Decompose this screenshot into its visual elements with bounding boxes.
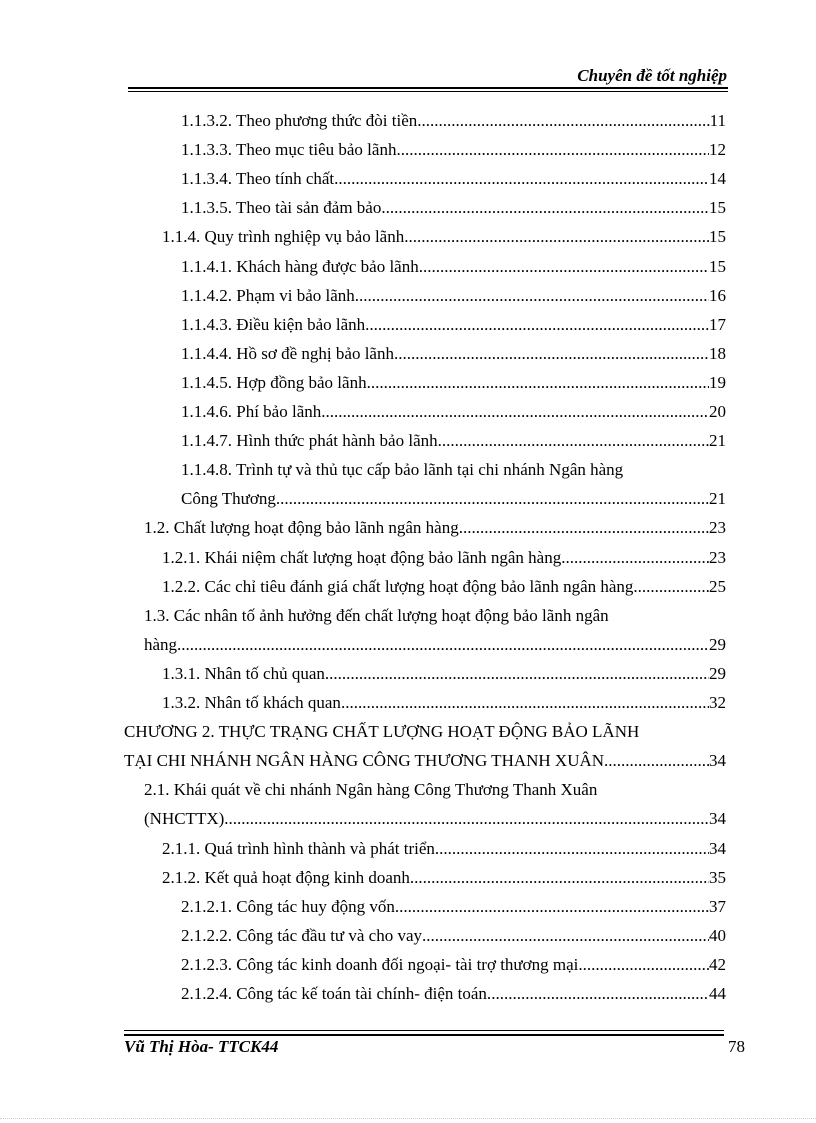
toc-entry-title: 1.1.4.2. Phạm vi bảo lãnh	[181, 285, 355, 305]
toc-entry[interactable]	[181, 921, 726, 950]
toc-entry-page: 25	[709, 576, 726, 596]
toc-dot-leader	[422, 921, 709, 950]
toc-entry-title: 1.2.2. Các chỉ tiêu đánh giá chất lượng hoạt động bảo lãnh ngân hàng	[162, 576, 634, 596]
toc-entry-page: 18	[709, 343, 726, 363]
toc-entry[interactable]	[144, 601, 609, 630]
toc-entry-page: 17	[709, 314, 726, 334]
header-title: Chuyên đề tốt nghiệp	[577, 66, 727, 85]
toc-dot-leader	[435, 834, 709, 863]
toc-entry-page: 37	[709, 896, 726, 916]
toc-entry-title: 1.2. Chất lượng hoạt động bảo lãnh ngân hàng	[144, 518, 459, 538]
toc-entry-page: 42	[709, 954, 726, 974]
toc-entry-title: TẠI CHI NHÁNH NGÂN HÀNG CÔNG THƯƠNG THANH XUÂN	[124, 751, 605, 771]
toc-dot-leader	[276, 484, 709, 513]
toc-entry[interactable]	[181, 164, 726, 193]
header-rule-thin	[128, 91, 728, 92]
toc-entry[interactable]	[162, 688, 726, 717]
toc-dot-leader	[491, 979, 709, 1008]
toc-entry[interactable]	[181, 484, 726, 513]
toc-dot-leader	[561, 543, 709, 572]
toc-entry[interactable]	[162, 543, 726, 572]
toc-dot-leader	[367, 368, 709, 397]
toc-entry[interactable]	[181, 339, 726, 368]
toc-entry[interactable]	[144, 804, 726, 833]
toc-entry-page: 34	[709, 838, 726, 858]
toc-entry-page: 15	[709, 256, 726, 276]
toc-entry-title: 1.3.2. Nhân tố khách quan	[162, 693, 341, 712]
toc-entry-title: 2.1.1. Quá trình hình thành và phát triển	[162, 838, 435, 858]
toc-dot-leader	[365, 310, 709, 339]
toc-entry[interactable]	[144, 513, 726, 542]
toc-entry-title: hàng	[144, 634, 178, 654]
toc-dot-leader	[410, 863, 709, 892]
toc-dot-leader	[394, 339, 709, 368]
toc-entry-page: 29	[709, 663, 726, 683]
toc-entry-title: 1.1.3.4. Theo tính chất	[181, 169, 335, 189]
toc-entry-title: 1.1.4.7. Hình thức phát hành bảo lãnh	[181, 431, 438, 451]
toc-dot-leader	[578, 950, 709, 979]
toc-dot-leader	[404, 222, 709, 251]
toc-entry-title: 2.1.2.3. Công tác kinh doanh đối ngoại- tài trợ thương mại	[181, 954, 579, 974]
toc-entry-page: 35	[709, 867, 726, 887]
toc-entry-title: 1.1.3.2. Theo phương thức đòi tiền	[181, 111, 418, 130]
toc-dot-leader	[341, 688, 709, 717]
toc-entry-title: 2.1.2.2. Công tác đầu tư và cho vay	[181, 925, 423, 945]
toc-entry[interactable]	[181, 135, 726, 164]
toc-entry[interactable]	[181, 455, 623, 484]
toc-entry-title: 1.1.3.5. Theo tài sản đảm bảo	[181, 198, 382, 218]
toc-dot-leader	[355, 281, 709, 310]
toc-entry-page: 40	[709, 925, 726, 945]
toc-entry-page: 19	[709, 372, 726, 392]
footer-author: Vũ Thị Hòa- TTCK44	[124, 1037, 279, 1056]
toc-entry-title: 2.1. Khái quát về chi nhánh Ngân hàng Công Thương Thanh Xuân	[144, 780, 598, 800]
toc-dot-leader	[325, 659, 709, 688]
toc-entry-title: 1.1.4.4. Hồ sơ đề nghị bảo lãnh	[181, 343, 394, 363]
toc-entry-title: 1.3. Các nhân tố ảnh hưởng đến chất lượng hoạt động bảo lãnh ngân	[144, 605, 609, 625]
toc-dot-leader	[419, 252, 709, 281]
page-edge-divider	[0, 1118, 816, 1119]
toc-entry[interactable]	[162, 834, 726, 863]
toc-entry[interactable]	[181, 310, 726, 339]
toc-entry-title: 1.1.4.3. Điều kiện bảo lãnh	[181, 314, 366, 334]
toc-entry-page: 20	[709, 402, 726, 421]
toc-dot-leader	[321, 397, 709, 426]
toc-entry-page: 21	[709, 489, 726, 509]
toc-entry-title: 1.1.4. Quy trình nghiệp vụ bảo lãnh	[162, 227, 405, 247]
toc-dot-leader	[604, 746, 709, 775]
toc-entry-page: 16	[709, 285, 726, 305]
toc-dot-leader	[459, 513, 709, 542]
toc-entry-title: 2.1.2.4. Công tác kế toán tài chính- điện toán.	[181, 984, 492, 1003]
toc-dot-leader	[438, 426, 709, 455]
toc-entry[interactable]	[181, 106, 726, 135]
toc-dot-leader	[417, 106, 709, 135]
toc-entry[interactable]	[162, 572, 726, 601]
toc-dot-leader	[396, 135, 709, 164]
toc-entry-page: 12	[709, 140, 726, 160]
toc-entry-title: Công Thương	[181, 489, 276, 509]
toc-entry[interactable]	[181, 252, 726, 281]
toc-entry-title: 1.1.4.8. Trình tự và thủ tục cấp bảo lãnh tại chi nhánh Ngân hàng	[181, 460, 624, 480]
toc-entry-page: 34	[709, 751, 726, 771]
toc-dot-leader	[381, 193, 709, 222]
toc-entry[interactable]	[162, 222, 726, 251]
toc-entry-page: 21	[709, 431, 726, 451]
toc-entry-page: 23	[709, 547, 726, 567]
footer-rule-thin	[124, 1030, 724, 1031]
toc-dot-leader	[177, 630, 709, 659]
toc-entry-page: 32	[709, 693, 726, 712]
toc-entry-page: 34	[709, 809, 726, 829]
toc-entry[interactable]	[124, 717, 639, 746]
toc-entry[interactable]	[124, 746, 726, 775]
toc-dot-leader	[224, 804, 709, 833]
toc-entry-page: 14	[709, 169, 726, 189]
toc-dot-leader	[334, 164, 709, 193]
toc-entry[interactable]	[181, 979, 726, 1008]
toc-entry[interactable]	[181, 368, 726, 397]
toc-entry[interactable]	[181, 950, 726, 979]
toc-dot-leader	[395, 892, 709, 921]
toc-entry-title: CHƯƠNG 2. THỰC TRẠNG CHẤT LƯỢNG HOẠT ĐỘNG BẢO LÃNH	[124, 722, 640, 742]
header-rule	[128, 87, 728, 89]
toc-entry-page: 44	[709, 984, 726, 1003]
toc-entry[interactable]	[181, 892, 726, 921]
toc-entry-title: 1.1.4.5. Hợp đồng bảo lãnh	[181, 372, 367, 392]
toc-entry[interactable]	[144, 630, 726, 659]
toc-entry-title: 1.3.1. Nhân tố chủ quan	[162, 663, 325, 683]
toc-dot-leader	[633, 572, 709, 601]
toc-entry-title: 2.1.2.1. Công tác huy động vốn	[181, 896, 395, 916]
toc-entry[interactable]	[162, 659, 726, 688]
toc-entry[interactable]	[181, 426, 726, 455]
footer-rule	[124, 1034, 724, 1036]
toc-entry-page: 23	[709, 518, 726, 538]
toc-entry[interactable]	[181, 397, 726, 426]
page-number: 78	[728, 1037, 745, 1056]
toc-entry[interactable]	[181, 193, 726, 222]
toc-entry[interactable]	[162, 863, 726, 892]
toc-entry-title: 2.1.2. Kết quả hoạt động kinh doanh	[162, 867, 410, 887]
toc-entry-page: 11	[709, 111, 726, 130]
toc-entry-title: 1.2.1. Khái niệm chất lượng hoạt động bảo lãnh ngân hàng	[162, 547, 562, 567]
toc-entry-page: 29	[709, 634, 726, 654]
toc-entry-title: (NHCTTX)	[144, 809, 225, 829]
toc-entry[interactable]	[144, 775, 597, 804]
toc-entry-title: 1.1.3.3. Theo mục tiêu bảo lãnh	[181, 140, 397, 160]
toc-entry-page: 15	[709, 227, 726, 247]
toc-entry-title: 1.1.4.1. Khách hàng được bảo lãnh	[181, 256, 419, 276]
toc-entry-page: 15	[709, 198, 726, 218]
toc-entry[interactable]	[181, 281, 726, 310]
toc-entry-title: 1.1.4.6. Phí bảo lãnh	[181, 402, 322, 421]
